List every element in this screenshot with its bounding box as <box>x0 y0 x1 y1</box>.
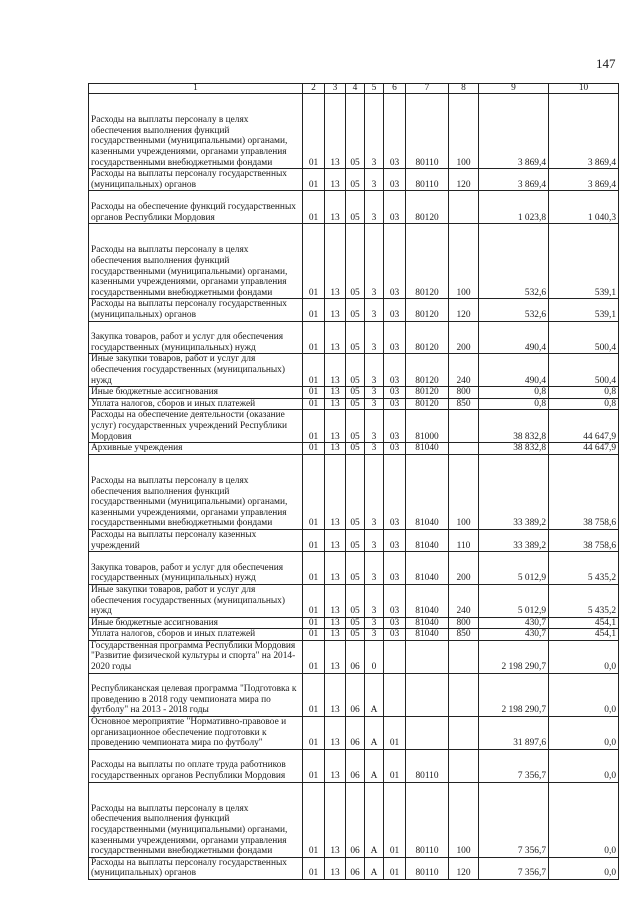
amount-year-1: 38 832,8 <box>479 410 549 443</box>
subsection-code: 13 <box>325 191 346 224</box>
direction-code: 80110 <box>406 169 449 191</box>
column-header-2: 2 <box>303 84 325 94</box>
expense-name: Расходы на выплаты персоналу казенных учреждений <box>89 529 303 551</box>
expense-name: Расходы на обеспечение деятельности (оказание услуг) государственных учреждений Республики Мордовия <box>89 410 303 443</box>
section-code: 01 <box>303 640 325 673</box>
program-code: 06 <box>346 717 365 750</box>
subsection-code: 13 <box>325 321 346 354</box>
direction-code: 80120 <box>406 224 449 299</box>
direction-code: 81040 <box>406 552 449 585</box>
expense-name: Республиканская целевая программа "Подготовка к проведению в 2018 году чемпионата мира по футболу" на 2013 - 2018 годы <box>89 673 303 716</box>
amount-year-1: 7 356,7 <box>479 857 549 879</box>
expense-name: Архивные учреждения <box>89 443 303 455</box>
subsection-code: 13 <box>325 529 346 551</box>
activity-code: 03 <box>384 354 406 387</box>
expense-type-code <box>449 191 479 224</box>
amount-year-1: 2 198 290,7 <box>479 640 549 673</box>
subprogram-code: А <box>365 782 384 857</box>
table-row <box>89 321 619 354</box>
expense-type-code: 800 <box>449 387 479 399</box>
subsection-code: 13 <box>325 454 346 529</box>
table-row <box>89 749 619 782</box>
subprogram-code: А <box>365 749 384 782</box>
amount-year-1: 430,7 <box>479 629 549 641</box>
program-code: 05 <box>346 387 365 399</box>
subsection-code: 13 <box>325 169 346 191</box>
program-code: 06 <box>346 673 365 716</box>
table-row <box>89 782 619 857</box>
activity-code: 03 <box>384 224 406 299</box>
activity-code: 01 <box>384 782 406 857</box>
activity-code: 03 <box>384 387 406 399</box>
program-code: 05 <box>346 299 365 321</box>
subprogram-code: 3 <box>365 169 384 191</box>
amount-year-1: 7 356,7 <box>479 782 549 857</box>
amount-year-2: 0,8 <box>549 398 619 410</box>
expense-name: Государственная программа Республики Мордовия "Развитие физической культуры и спорта" на 2014-2020 годы <box>89 640 303 673</box>
program-code: 06 <box>346 749 365 782</box>
table-row <box>89 640 619 673</box>
program-code: 05 <box>346 443 365 455</box>
subprogram-code: 3 <box>365 321 384 354</box>
section-code: 01 <box>303 191 325 224</box>
activity-code: 03 <box>384 299 406 321</box>
subprogram-code: 3 <box>365 398 384 410</box>
expense-type-code: 850 <box>449 629 479 641</box>
amount-year-2: 0,0 <box>549 673 619 716</box>
subsection-code: 13 <box>325 299 346 321</box>
column-header-7: 7 <box>406 84 449 94</box>
amount-year-2: 44 647,9 <box>549 443 619 455</box>
table-row <box>89 443 619 455</box>
subprogram-code: 0 <box>365 640 384 673</box>
subsection-code: 13 <box>325 782 346 857</box>
section-code: 01 <box>303 584 325 617</box>
table-row <box>89 629 619 641</box>
expense-type-code: 100 <box>449 782 479 857</box>
program-code: 05 <box>346 617 365 629</box>
table-row <box>89 169 619 191</box>
direction-code <box>406 640 449 673</box>
subprogram-code: 3 <box>365 584 384 617</box>
direction-code: 80120 <box>406 321 449 354</box>
subsection-code: 13 <box>325 552 346 585</box>
activity-code: 01 <box>384 717 406 750</box>
activity-code: 03 <box>384 169 406 191</box>
direction-code: 80110 <box>406 749 449 782</box>
section-code: 01 <box>303 321 325 354</box>
expense-name: Расходы на выплаты персоналу в целях обеспечения выполнения функций государственными (муниципальными) органами, казенными учреждениями, органами управления государственными внебюджетными фондами <box>89 224 303 299</box>
amount-year-1: 5 012,9 <box>479 584 549 617</box>
expense-type-code: 200 <box>449 552 479 585</box>
activity-code: 03 <box>384 454 406 529</box>
activity-code: 03 <box>384 584 406 617</box>
column-header-8: 8 <box>449 84 479 94</box>
expense-name: Иные закупки товаров, работ и услуг для обеспечения государственных (муниципальных) нужд <box>89 354 303 387</box>
amount-year-1: 5 012,9 <box>479 552 549 585</box>
subsection-code: 13 <box>325 398 346 410</box>
activity-code: 03 <box>384 398 406 410</box>
amount-year-1: 430,7 <box>479 617 549 629</box>
expense-type-code <box>449 717 479 750</box>
expense-name: Расходы на выплаты по оплате труда работников государственных органов Республики Мордовия <box>89 749 303 782</box>
program-code: 05 <box>346 169 365 191</box>
column-header-10: 10 <box>549 84 619 94</box>
subprogram-code: 3 <box>365 354 384 387</box>
table-row <box>89 94 619 169</box>
amount-year-2: 38 758,6 <box>549 529 619 551</box>
table-row <box>89 857 619 879</box>
subprogram-code: 3 <box>365 552 384 585</box>
program-code: 06 <box>346 640 365 673</box>
table-row <box>89 454 619 529</box>
amount-year-2: 44 647,9 <box>549 410 619 443</box>
subsection-code: 13 <box>325 673 346 716</box>
amount-year-2: 500,4 <box>549 321 619 354</box>
amount-year-1: 0,8 <box>479 387 549 399</box>
program-code: 05 <box>346 354 365 387</box>
program-code: 06 <box>346 782 365 857</box>
direction-code: 80120 <box>406 354 449 387</box>
activity-code: 01 <box>384 857 406 879</box>
expense-name: Иные бюджетные ассигнования <box>89 387 303 399</box>
table-row <box>89 398 619 410</box>
amount-year-2: 0,0 <box>549 749 619 782</box>
amount-year-2: 0,8 <box>549 387 619 399</box>
section-code: 01 <box>303 398 325 410</box>
program-code: 05 <box>346 191 365 224</box>
subsection-code: 13 <box>325 857 346 879</box>
subprogram-code: А <box>365 857 384 879</box>
program-code: 05 <box>346 398 365 410</box>
subprogram-code: 3 <box>365 191 384 224</box>
section-code: 01 <box>303 224 325 299</box>
subprogram-code: 3 <box>365 443 384 455</box>
activity-code: 03 <box>384 410 406 443</box>
amount-year-2: 38 758,6 <box>549 454 619 529</box>
section-code: 01 <box>303 410 325 443</box>
table-row <box>89 387 619 399</box>
section-code: 01 <box>303 529 325 551</box>
subprogram-code: 3 <box>365 454 384 529</box>
column-header-4: 4 <box>346 84 365 94</box>
direction-code <box>406 717 449 750</box>
expense-type-code <box>449 673 479 716</box>
table-row <box>89 717 619 750</box>
amount-year-1: 38 832,8 <box>479 443 549 455</box>
expense-type-code <box>449 410 479 443</box>
activity-code: 03 <box>384 552 406 585</box>
expense-type-code: 120 <box>449 299 479 321</box>
subsection-code: 13 <box>325 617 346 629</box>
section-code: 01 <box>303 454 325 529</box>
activity-code: 03 <box>384 629 406 641</box>
table-row <box>89 299 619 321</box>
section-code: 01 <box>303 387 325 399</box>
amount-year-2: 539,1 <box>549 299 619 321</box>
amount-year-2: 5 435,2 <box>549 552 619 585</box>
amount-year-2: 454,1 <box>549 617 619 629</box>
direction-code: 80120 <box>406 398 449 410</box>
expense-name: Расходы на выплаты персоналу государственных (муниципальных) органов <box>89 299 303 321</box>
table-row <box>89 410 619 443</box>
subprogram-code: А <box>365 717 384 750</box>
program-code: 06 <box>346 857 365 879</box>
activity-code <box>384 673 406 716</box>
expense-name: Иные бюджетные ассигнования <box>89 617 303 629</box>
program-code: 05 <box>346 529 365 551</box>
amount-year-1: 490,4 <box>479 354 549 387</box>
activity-code: 03 <box>384 191 406 224</box>
expense-name: Закупка товаров, работ и услуг для обеспечения государственных (муниципальных) нужд <box>89 552 303 585</box>
amount-year-2: 3 869,4 <box>549 169 619 191</box>
amount-year-2: 0,0 <box>549 717 619 750</box>
amount-year-2: 5 435,2 <box>549 584 619 617</box>
expense-type-code <box>449 640 479 673</box>
header-row <box>89 84 619 94</box>
table-row <box>89 529 619 551</box>
expense-type-code: 120 <box>449 169 479 191</box>
section-code: 01 <box>303 354 325 387</box>
subsection-code: 13 <box>325 584 346 617</box>
direction-code: 81000 <box>406 410 449 443</box>
expense-name: Расходы на выплаты персоналу в целях обеспечения выполнения функций государственными (муниципальными) органами, казенными учреждениями, органами управления государственными внебюджетными фондами <box>89 782 303 857</box>
table-row <box>89 552 619 585</box>
section-code: 01 <box>303 617 325 629</box>
table-row <box>89 191 619 224</box>
subprogram-code: 3 <box>365 94 384 169</box>
direction-code: 80110 <box>406 857 449 879</box>
expense-type-code: 200 <box>449 321 479 354</box>
amount-year-2: 454,1 <box>549 629 619 641</box>
table-row <box>89 584 619 617</box>
expense-type-code: 120 <box>449 857 479 879</box>
program-code: 05 <box>346 224 365 299</box>
program-code: 05 <box>346 629 365 641</box>
direction-code <box>406 673 449 716</box>
section-code: 01 <box>303 857 325 879</box>
amount-year-1: 1 023,8 <box>479 191 549 224</box>
activity-code <box>384 640 406 673</box>
page-number: 147 <box>596 56 616 71</box>
subsection-code: 13 <box>325 387 346 399</box>
subsection-code: 13 <box>325 717 346 750</box>
direction-code: 81040 <box>406 529 449 551</box>
amount-year-2: 1 040,3 <box>549 191 619 224</box>
direction-code: 80120 <box>406 387 449 399</box>
table-row <box>89 673 619 716</box>
amount-year-1: 7 356,7 <box>479 749 549 782</box>
section-code: 01 <box>303 673 325 716</box>
subsection-code: 13 <box>325 640 346 673</box>
subprogram-code: 3 <box>365 224 384 299</box>
section-code: 01 <box>303 169 325 191</box>
table-row <box>89 224 619 299</box>
program-code: 05 <box>346 321 365 354</box>
amount-year-1: 33 389,2 <box>479 454 549 529</box>
column-header-9: 9 <box>479 84 549 94</box>
expense-type-code: 100 <box>449 94 479 169</box>
subsection-code: 13 <box>325 94 346 169</box>
expense-name: Уплата налогов, сборов и иных платежей <box>89 629 303 641</box>
subsection-code: 13 <box>325 410 346 443</box>
amount-year-1: 3 869,4 <box>479 169 549 191</box>
subsection-code: 13 <box>325 443 346 455</box>
expense-type-code: 850 <box>449 398 479 410</box>
expense-type-code: 240 <box>449 354 479 387</box>
table-row <box>89 354 619 387</box>
direction-code: 81040 <box>406 443 449 455</box>
column-header-5: 5 <box>365 84 384 94</box>
program-code: 05 <box>346 584 365 617</box>
activity-code: 03 <box>384 443 406 455</box>
subprogram-code: 3 <box>365 629 384 641</box>
activity-code: 03 <box>384 529 406 551</box>
amount-year-1: 490,4 <box>479 321 549 354</box>
column-header-1: 1 <box>89 84 303 94</box>
expense-type-code: 100 <box>449 454 479 529</box>
direction-code: 80120 <box>406 299 449 321</box>
section-code: 01 <box>303 299 325 321</box>
expense-name: Расходы на выплаты персоналу в целях обеспечения выполнения функций государственными (муниципальными) органами, казенными учреждениями, органами управления государственными внебюджетными фондами <box>89 94 303 169</box>
column-header-6: 6 <box>384 84 406 94</box>
expense-name: Расходы на обеспечение функций государственных органов Республики Мордовия <box>89 191 303 224</box>
section-code: 01 <box>303 552 325 585</box>
amount-year-1: 532,6 <box>479 299 549 321</box>
table-row <box>89 617 619 629</box>
expense-name: Уплата налогов, сборов и иных платежей <box>89 398 303 410</box>
activity-code: 03 <box>384 617 406 629</box>
table-body <box>89 94 619 880</box>
activity-code: 01 <box>384 749 406 782</box>
subprogram-code: 3 <box>365 387 384 399</box>
direction-code: 81040 <box>406 584 449 617</box>
subsection-code: 13 <box>325 749 346 782</box>
direction-code: 81040 <box>406 629 449 641</box>
section-code: 01 <box>303 443 325 455</box>
section-code: 01 <box>303 717 325 750</box>
direction-code: 80120 <box>406 191 449 224</box>
amount-year-1: 31 897,6 <box>479 717 549 750</box>
direction-code: 81040 <box>406 617 449 629</box>
program-code: 05 <box>346 94 365 169</box>
expense-type-code: 240 <box>449 584 479 617</box>
expense-name: Расходы на выплаты персоналу государственных (муниципальных) органов <box>89 857 303 879</box>
activity-code: 03 <box>384 321 406 354</box>
expense-type-code <box>449 443 479 455</box>
subprogram-code: 3 <box>365 617 384 629</box>
subsection-code: 13 <box>325 629 346 641</box>
subsection-code: 13 <box>325 224 346 299</box>
column-header-3: 3 <box>325 84 346 94</box>
section-code: 01 <box>303 782 325 857</box>
direction-code: 81040 <box>406 454 449 529</box>
expense-name: Расходы на выплаты персоналу в целях обеспечения выполнения функций государственными (муниципальными) органами, казенными учреждениями, органами управления государственными внебюджетными фондами <box>89 454 303 529</box>
activity-code: 03 <box>384 94 406 169</box>
direction-code: 80110 <box>406 94 449 169</box>
expense-type-code <box>449 749 479 782</box>
subprogram-code: А <box>365 673 384 716</box>
expense-name: Расходы на выплаты персоналу государственных (муниципальных) органов <box>89 169 303 191</box>
amount-year-1: 33 389,2 <box>479 529 549 551</box>
expense-name: Иные закупки товаров, работ и услуг для обеспечения государственных (муниципальных) нужд <box>89 584 303 617</box>
amount-year-1: 532,6 <box>479 224 549 299</box>
amount-year-1: 3 869,4 <box>479 94 549 169</box>
program-code: 05 <box>346 552 365 585</box>
expense-name: Основное мероприятие "Нормативно-правовое и организационное обеспечение подготовки к проведению чемпионата мира по футболу" <box>89 717 303 750</box>
section-code: 01 <box>303 94 325 169</box>
subprogram-code: 3 <box>365 299 384 321</box>
expense-type-code: 100 <box>449 224 479 299</box>
subprogram-code: 3 <box>365 410 384 443</box>
direction-code: 80110 <box>406 782 449 857</box>
amount-year-2: 0,0 <box>549 782 619 857</box>
amount-year-2: 500,4 <box>549 354 619 387</box>
expense-type-code: 800 <box>449 617 479 629</box>
expense-type-code: 110 <box>449 529 479 551</box>
expense-name: Закупка товаров, работ и услуг для обеспечения государственных (муниципальных) нужд <box>89 321 303 354</box>
budget-table <box>88 83 619 880</box>
amount-year-2: 3 869,4 <box>549 94 619 169</box>
amount-year-2: 0,0 <box>549 857 619 879</box>
amount-year-2: 0,0 <box>549 640 619 673</box>
section-code: 01 <box>303 629 325 641</box>
subprogram-code: 3 <box>365 529 384 551</box>
program-code: 05 <box>346 410 365 443</box>
subsection-code: 13 <box>325 354 346 387</box>
amount-year-1: 2 198 290,7 <box>479 673 549 716</box>
program-code: 05 <box>346 454 365 529</box>
amount-year-1: 0,8 <box>479 398 549 410</box>
amount-year-2: 539,1 <box>549 224 619 299</box>
section-code: 01 <box>303 749 325 782</box>
